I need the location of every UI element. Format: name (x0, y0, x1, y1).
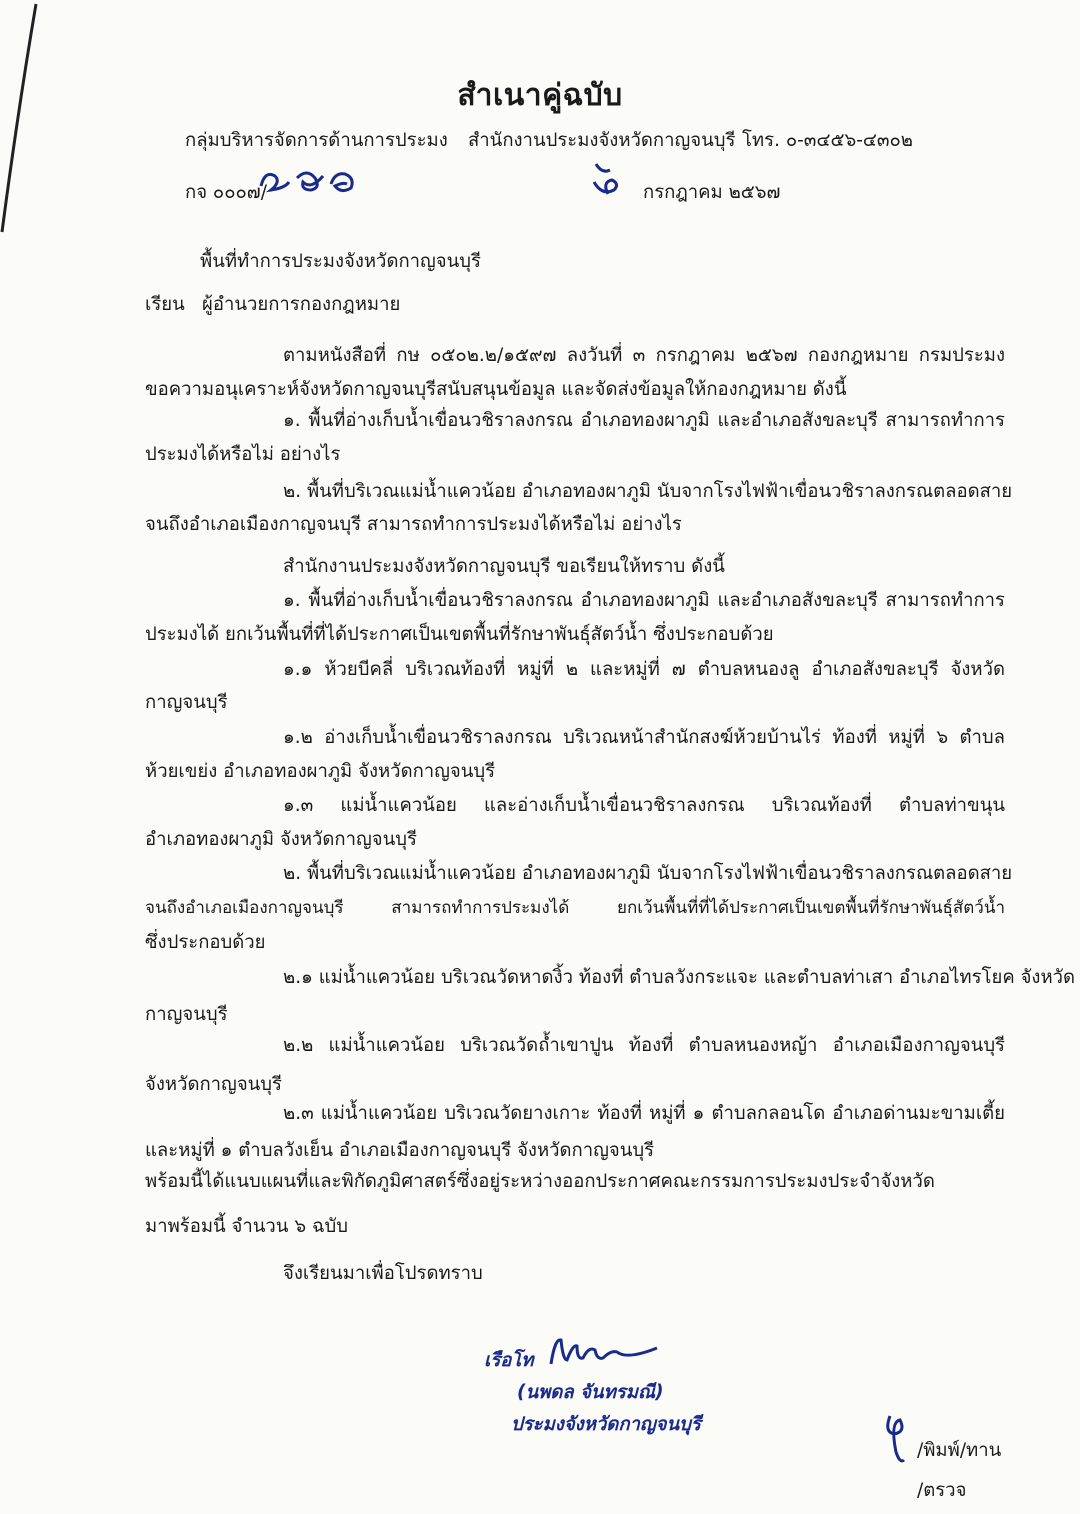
closing-line: จึงเรียนมาเพื่อโปรดทราบ (283, 1263, 483, 1284)
salutation-recipient: ผู้อำนวยการกองกฎหมาย (202, 294, 401, 315)
answer-1-1-line: กาญจนบุรี (145, 692, 228, 713)
answer-2-1-line: กาญจนบุรี (145, 1004, 228, 1025)
signature-handwritten (547, 1330, 667, 1380)
para1-line: ขอความอนุเคราะห์จังหวัดกาญจนบุรีสนับสนุนข้อมูล และจัดส่งข้อมูลให้กองกฎหมาย ดังนี้ (145, 379, 847, 400)
answer-1-2-line: ห้วยเขย่ง อำเภอทองผาภูมิ จังหวัดกาญจนบุรี (145, 761, 496, 782)
answer-1-1-line: ๑.๑ ห้วยบีคลี่ บริเวณท้องที่ หมู่ที่ ๒ และหมู่ที่ ๗ ตำบลหนองลู อำเภอสังขละบุรี จังหวัด (283, 659, 1005, 680)
answer-2-line: ซึ่งประกอบด้วย (145, 932, 266, 953)
date-day-handwritten (588, 160, 628, 208)
reference-number-handwritten (255, 160, 365, 206)
question-1-line: ๑. พื้นที่อ่างเก็บน้ำเขื่อนวชิราลงกรณ อำเภอทองผาภูมิ และอำเภอสังขละบุรี สามารถทำการ (283, 410, 1005, 431)
question-2-line: ๒. พื้นที่บริเวณแม่น้ำแควน้อย อำเภอทองผาภูมิ นับจากโรงไฟฟ้าเขื่อนวชิราลงกรณตลอดสาย (283, 481, 1013, 502)
para1-line: ตามหนังสือที่ กษ ๐๕๐๒.๒/๑๕๙๗ ลงวันที่ ๓ กรกฎาคม ๒๕๖๗ กองกฎหมาย กรมประมง (283, 345, 1005, 366)
answer-2-2-line: ๒.๒ แม่น้ำแควน้อย บริเวณวัดถ้ำเขาปูน ท้องที่ ตำบลหนองหญ้า อำเภอเมืองกาญจนบุรี (283, 1035, 1005, 1056)
typed-by-note: /พิมพ์/ทาน (917, 1440, 1002, 1461)
question-1-line: ประมงได้หรือไม่ อย่างไร (145, 444, 341, 465)
answer-1-line: ประมงได้ ยกเว้นพื้นที่ที่ได้ประกาศเป็นเขตพื้นที่รักษาพันธุ์สัตว์น้ำ ซึ่งประกอบด้วย (145, 624, 774, 645)
date-month-year: กรกฎาคม ๒๕๖๗ (643, 182, 781, 203)
reference-prefix: กจ ๐๐๐๗/ (185, 182, 267, 203)
checked-by-note: /ตรวจ (917, 1480, 967, 1501)
answer-1-2-line: ๑.๒ อ่างเก็บน้ำเขื่อนวชิราลงกรณ บริเวณหน้าสำนักสงฆ์ห้วยบ้านไร่ ท้องที่ หมู่ที่ ๖ ตำบล (283, 727, 1005, 748)
signer-rank: เรือโท (484, 1350, 534, 1371)
header-department: กลุ่มบริหารจัดการด้านการประมง (185, 130, 448, 151)
question-2-line: จนถึงอำเภอเมืองกาญจนบุรี สามารถทำการประมงได้หรือไม่ อย่างไร (145, 514, 682, 535)
answer-2-3-line: ๒.๓ แม่น้ำแควน้อย บริเวณวัดยางเกาะ ท้องที่ หมู่ที่ ๑ ตำบลกลอนโด อำเภอด่านมะขามเตี้ย (283, 1103, 1005, 1124)
initial-handwritten (870, 1412, 920, 1472)
scan-edge-mark (0, 0, 40, 240)
reply-intro: สำนักงานประมงจังหวัดกาญจนบุรี ขอเรียนให้ทราบ ดังนี้ (283, 556, 725, 577)
answer-1-3-line: อำเภอทองผาภูมิ จังหวัดกาญจนบุรี (145, 829, 417, 850)
attachment-line: พร้อมนี้ได้แนบแผนที่และพิกัดภูมิศาสตร์ซึ่งอยู่ระหว่างออกประกาศคณะกรรมการประมงประจำจังหวัด (145, 1171, 935, 1192)
answer-2-line: ๒. พื้นที่บริเวณแม่น้ำแควน้อย อำเภอทองผาภูมิ นับจากโรงไฟฟ้าเขื่อนวชิราลงกรณตลอดสาย (283, 863, 1013, 884)
header-phone: โทร. ๐-๓๔๕๖-๔๓๐๒ (742, 130, 913, 151)
attachment-line: มาพร้อมนี้ จำนวน ๖ ฉบับ (145, 1216, 349, 1237)
document-title: สำเนาคู่ฉบับ (457, 78, 623, 113)
header-office: สำนักงานประมงจังหวัดกาญจนบุรี (468, 130, 736, 151)
subject: พื้นที่ทำการประมงจังหวัดกาญจนบุรี (200, 251, 481, 272)
answer-2-2-line: จังหวัดกาญจนบุรี (145, 1074, 282, 1095)
answer-2-3-line: และหมู่ที่ ๑ ตำบลวังเย็น อำเภอเมืองกาญจนบุรี จังหวัดกาญจนบุรี (145, 1140, 655, 1161)
signer-name: (นพดล จันทรมณี) (517, 1382, 664, 1403)
answer-1-3-line: ๑.๓ แม่น้ำแควน้อย และอ่างเก็บน้ำเขื่อนวชิราลงกรณ บริเวณท้องที่ ตำบลท่าขนุน (283, 795, 1005, 816)
answer-2-line: จนถึงอำเภอเมืองกาญจนบุรี สามารถทำการประมงได้ ยกเว้นพื้นที่ที่ได้ประกาศเป็นเขตพื้นที่รักษาพันธุ์สัตว์น้ำ (145, 898, 1005, 918)
answer-1-line: ๑. พื้นที่อ่างเก็บน้ำเขื่อนวชิราลงกรณ อำเภอทองผาภูมิ และอำเภอสังขละบุรี สามารถทำการ (283, 590, 1005, 611)
signer-position: ประมงจังหวัดกาญจนบุรี (511, 1414, 701, 1435)
salutation-label: เรียน (145, 294, 185, 315)
answer-2-1-line: ๒.๑ แม่น้ำแควน้อย บริเวณวัดหาดงิ้ว ท้องที่ ตำบลวังกระแจะ และตำบลท่าเสา อำเภอไทรโยค จังหวัด (283, 967, 1076, 988)
